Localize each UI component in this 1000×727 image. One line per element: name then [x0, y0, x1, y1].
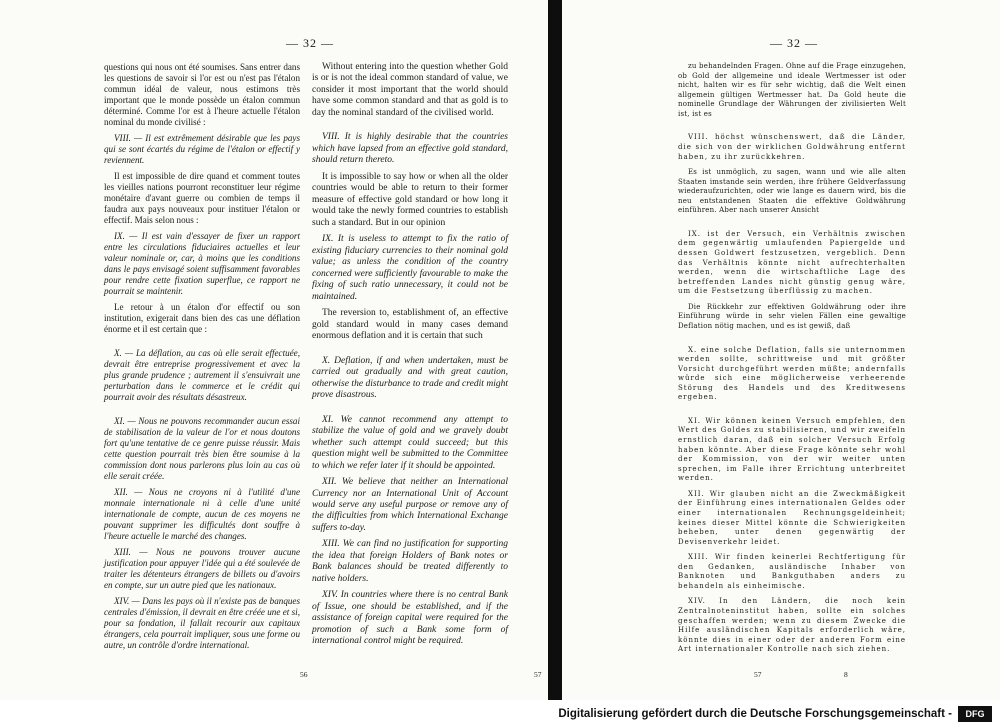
paragraph: questions qui nous ont été soumises. Sans entrer dans les questions de savoir si l'or est ou n'est pas l'étalon commun idéal de valeur, nous estimons très important que le monde possède un étalon commun déterminé. Comme l'or est à l'heure actuelle l'étalon nominal du monde civilisé :: [104, 62, 300, 127]
page-number: 8: [844, 670, 848, 679]
paragraph: Le retour à un étalon d'or effectif ou son institution, exigerait dans bien des cas une déflation énorme et il est certain que :: [104, 302, 300, 334]
english-column: [312, 62, 508, 653]
right-page: [562, 0, 1000, 700]
funding-notice: Digitalisierung gefördert durch die Deutsche Forschungsgemeinschaft -: [558, 708, 952, 720]
paragraph: VIII. It is highly desirable that the countries which have lapsed from an effective gold standard, should return thereto.: [312, 132, 508, 166]
paragraph: Es ist unmöglich, zu sagen, wann und wie alle alten Staaten imstande sein werden, ihre frühere Geldverfassung wiederaufzurichten, oder wie lange es dauern wird, bis die neu entstandenen Staaten die effektive Goldwährung einführen. Aber nach unserer Ansicht: [678, 168, 906, 215]
footer: [0, 700, 1000, 727]
paragraph: Il est impossible de dire quand et comment toutes les vieilles nations pourront reconstituer leur régime monétaire d'avant guerre ou combien de temps il faudra aux pays nouveaux pour instituer l'étalon or effectif. Mais selon nous :: [104, 171, 300, 225]
paragraph: XII. Wir glauben nicht an die Zweckmäßigkeit der Einführung eines internationalen Geldes oder einer internationalen Rechnungsgeldeinheit; keines dieser Mittel könnte die Schwierigkeiten beheben, unter denen gegenwärtig der Devisenverkehr leidet.: [678, 489, 906, 546]
french-column: [104, 62, 300, 656]
paragraph: XI. — Nous ne pouvons recommander aucun essai de stabilisation de la valeur de l'or et nous doutons fort qu'une tentative de ce genre puisse réussir. Mais cette question pourrait très bien être soumise à la commission dont nous parlerons plus loin au cas où elle serait créée.: [104, 416, 300, 481]
paragraph: IX. It is useless to attempt to fix the ratio of existing fiduciary currencies to their nominal gold value; as unless the condition of the country concerned were sufficiently favourable to make the fixing of such ratio unnecessary, it could not be maintained.: [312, 234, 508, 302]
paragraph: It is impossible to say how or when all the older countries would be able to return to their former measure of effective gold standard or how long it would take the newly formed countries to establish such a standard. But in our opinion: [312, 171, 508, 228]
paragraph: IX. — Il est vain d'essayer de fixer un rapport entre les circulations fiduciaires actuelles et leur valeur nominale or, car, à moins que les conditions dans le pays envisagé soient suffisamment favorables pour rendre cette fixation superflue, ce rapport ne pourrait se maintenir.: [104, 231, 300, 296]
paragraph: XIII. — Nous ne pouvons trouver aucune justification pour appuyer l'idée qui a été soulevée de traiter les détenteurs étrangers de billets ou d'avoirs en compte, sur un autre pied que les nationaux.: [104, 547, 300, 590]
paragraph: zu behandelnden Fragen. Ohne auf die Frage einzugehen, ob Gold der allgemeine und ideale Wertmesser ist oder nicht, halten wir es für sehr wichtig, daß die Welt einen allgemein gültigen Wertmesser hat. Da Gold heute die nominelle Grundlage der Währungen der zivilisierten Welt ist, ist es: [678, 62, 906, 118]
paragraph: Without entering into the question whether Gold is or is not the ideal common standard of value, we consider it most important that the world should have some common standard and that as gold is to day the nominal standard of the civilised world.: [312, 62, 508, 118]
paragraph: XIV. — Dans les pays où il n'existe pas de banques centrales d'émission, il devrait en être créée une et si, pour sa fondation, il fallait recourir aux capitaux étrangers, cela pourrait impliquer, sous une forme ou autre, un contrôle d'ordre international.: [104, 596, 300, 650]
paragraph: X. Deflation, if and when undertaken, must be carried out gradually and with great caution, otherwise the disturbance to trade and credit might prove disastrous.: [312, 355, 508, 401]
paragraph: XII. We believe that neither an International Currency nor an International Unit of Account would serve any useful purpose or remove any of the difficulties from which International Exchange suffers to-day.: [312, 477, 508, 533]
paragraph: VIII. — Il est extrêmement désirable que les pays qui se sont écartés du régime de l'étalon or effectif y reviennent.: [104, 133, 300, 165]
paragraph: XIV. In den Ländern, die noch kein Zentralnoteninstitut haben, sollte ein solches geschaffen werden; wenn zu diesem Zwecke die Hilfe ausländischen Kapitals erforderlich wäre, könnte dies in einer oder der anderen Form eine Art internationaler Kontrolle nach sich ziehen.: [678, 597, 906, 654]
paragraph: IX. ist der Versuch, ein Verhältnis zwischen dem gegenwärtig umlaufenden Papiergelde und dessen Goldwert festzusetzen, vergeblich. Denn das Verhältnis könnte nicht aufrechterhalten werden, wenn die wirtschaftliche Lage des betreffenden Landes nicht günstig genug wäre, um die Festsetzung überflüssig zu machen.: [678, 229, 906, 296]
page-header: — 32 —: [770, 36, 818, 50]
paragraph: The reversion to, establishment of, an effective gold standard would in many cases demand enormous deflation and it is certain that such: [312, 308, 508, 342]
paragraph: VIII. höchst wünschenswert, daß die Länder, die sich von der wirklichen Goldwährung entfernt haben, zu ihr zurückkehren.: [678, 133, 906, 161]
paragraph: X. — La déflation, au cas où elle serait effectuée, devrait être entreprise progressivement et avec la plus grande prudence ; autrement il s'ensuivrait une perturbation dans le commerce et le crédit qui pourrait avoir des résultats désastreux.: [104, 348, 300, 402]
paragraph: XIV. In countries where there is no central Bank of Issue, one should be established, and if the assistance of foreign capital were required for the promotion of such a Bank some form of international control might be required.: [312, 590, 508, 647]
page-number: 56: [300, 670, 308, 679]
paragraph: XI. Wir können keinen Versuch empfehlen, den Wert des Goldes zu stabilisieren, und wir zweifeln ernstlich daran, daß ein solcher Versuch Erfolg haben könnte. Aber diese Frage könnte sehr wohl der Kommission, von der wir weiter unten sprechen, im Falle ihrer Errichtung unterbreitet werden.: [678, 416, 906, 483]
page-number: 57: [754, 670, 762, 679]
paragraph: Die Rückkehr zur effektiven Goldwährung oder ihre Einführung würde in sehr vielen Fällen eine gewaltige Deflation nötig machen, und es ist gewiß, daß: [678, 302, 906, 330]
page-number: 57: [534, 670, 542, 679]
book-gutter: [548, 0, 562, 700]
german-column: [678, 62, 906, 661]
paragraph: XIII. We can find no justification for supporting the idea that foreign Holders of Bank notes or Bank balances should be treated differently to native holders.: [312, 539, 508, 584]
paragraph: XI. We cannot recommend any attempt to stabilize the value of gold and we gravely doubt whether such attempt could succeed; but this question might well be submitted to the Committee to which we refer later if it should be appointed.: [312, 414, 508, 471]
paragraph: XIII. Wir finden keinerlei Rechtfertigung für den Gedanken, ausländische Inhaber von Banknoten und Bankguthaben anders zu behandeln als einheimische.: [678, 553, 906, 590]
page-header: — 32 —: [286, 36, 334, 50]
paragraph: XII. — Nous ne croyons ni à l'utilité d'une monnaie internationale ni à celle d'une unité internationale de compte, aucun de ces moyens ne pouvant supprimer les difficultés dont souffre à l'heure actuelle le marché des changes.: [104, 487, 300, 541]
dfg-logo: DFG: [958, 706, 992, 722]
paragraph: X. eine solche Deflation, falls sie unternommen werden sollte, schrittweise und mit größter Vorsicht durchgeführt werden müßte; andernfalls würde sich eine möglicherweise verheerende Störung des Handels und des Kreditwesens ergeben.: [678, 345, 906, 402]
